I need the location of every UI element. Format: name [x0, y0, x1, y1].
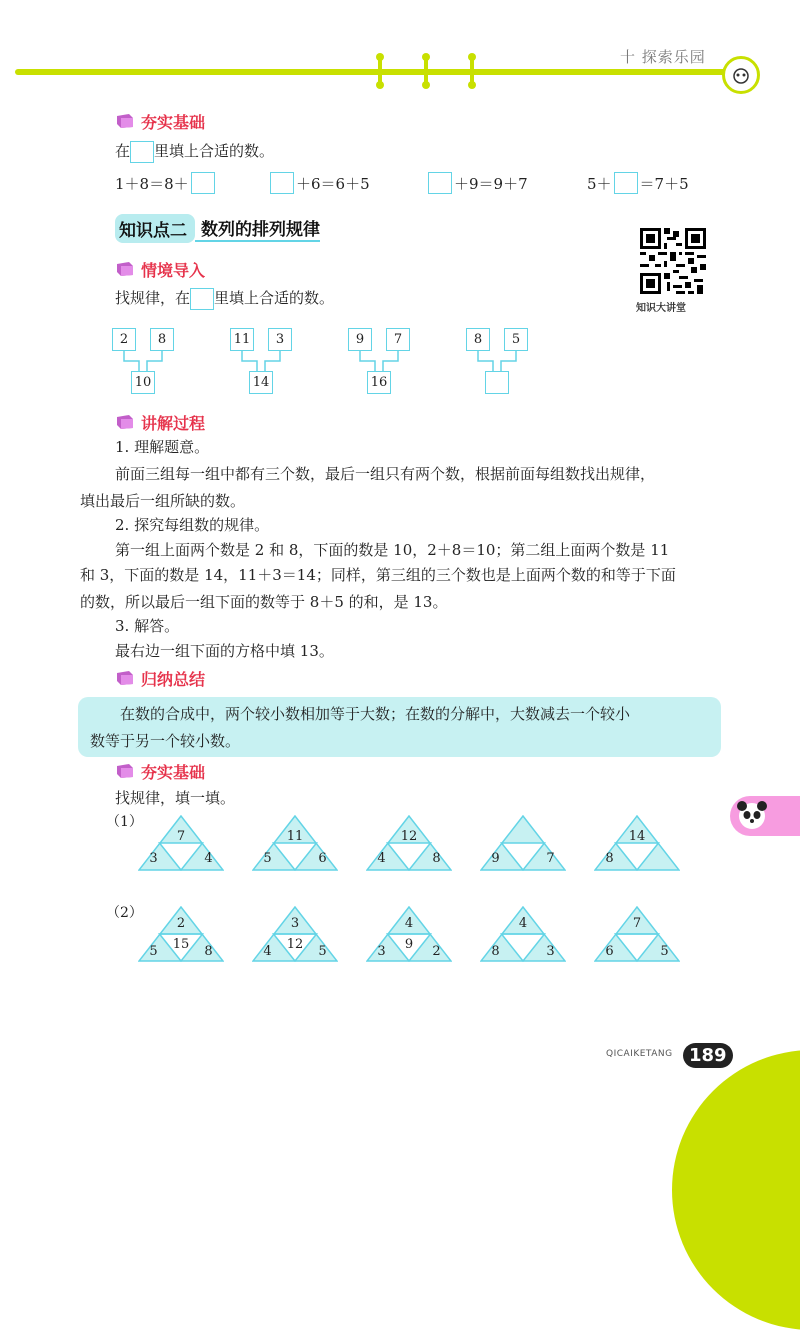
- qr-code-icon[interactable]: [640, 228, 706, 294]
- equation-text: 5＋: [587, 174, 612, 193]
- number-group: [348, 328, 418, 398]
- section-title: 夯实基础: [141, 112, 206, 132]
- triangle-number-top: 2: [176, 916, 186, 931]
- triangle-number-top: 3: [290, 916, 300, 931]
- triangle-number-left: 8: [491, 944, 500, 959]
- answer-box[interactable]: [190, 288, 214, 310]
- explain-line: 的数，所以最后一组下面的数等于 8＋5 的和，是 13。: [80, 593, 448, 611]
- triangle-number-top: 11: [286, 829, 304, 844]
- bottom-number-box: 10: [131, 371, 155, 394]
- question-label: （2）: [106, 905, 143, 921]
- equation-2: [270, 172, 370, 194]
- triangle-number-top: 12: [400, 829, 418, 844]
- bottom-number-box: 14: [249, 371, 273, 394]
- triangle-number-right: 4: [204, 851, 213, 866]
- triangle-number-left: 8: [605, 851, 614, 866]
- answer-box[interactable]: [428, 172, 452, 194]
- book-icon: [115, 763, 135, 779]
- triangle-number-left: 5: [263, 851, 272, 866]
- book-icon: [115, 261, 135, 277]
- triangle-puzzle: [366, 815, 452, 871]
- explain-line: 最右边一组下面的方格中填 13。: [115, 642, 334, 660]
- equation-text: ＋9＝9＋7: [454, 174, 528, 193]
- side-tab: [730, 796, 800, 836]
- instruction-text: 找规律，在: [115, 289, 191, 307]
- answer-box[interactable]: [485, 371, 509, 394]
- binder-pin-icon: [468, 53, 476, 89]
- triangle-number-center: 12: [286, 937, 304, 952]
- explain-line: 前面三组每一组中都有三个数，最后一组只有两个数，根据前面每组数找出规律，: [115, 465, 656, 483]
- triangle-number-left: 9: [491, 851, 500, 866]
- qr-caption: 知识大讲堂: [636, 303, 686, 314]
- instruction-text: 里填上合适的数。: [214, 289, 335, 307]
- explain-line: 3. 解答。: [115, 617, 180, 635]
- top-number-box: 11: [230, 328, 254, 351]
- summary-line: 数等于另一个较小数。: [90, 732, 241, 750]
- section-header-summary: [115, 667, 205, 689]
- triangle-number-left: 4: [377, 851, 386, 866]
- book-icon: [115, 113, 135, 129]
- summary-line: 在数的合成中，两个较小数相加等于大数；在数的分解中，大数减去一个较小: [120, 705, 631, 723]
- triangle-puzzle: [594, 815, 680, 871]
- triangle-number-left: 6: [605, 944, 614, 959]
- section-header-explain: [115, 411, 205, 433]
- triangle-number-top: 4: [404, 916, 414, 931]
- top-number-box: 2: [112, 328, 136, 351]
- equation-4: [587, 172, 689, 194]
- triangle-number-top: 7: [176, 829, 186, 844]
- number-group: [112, 328, 182, 398]
- mascot-icon: [722, 56, 760, 94]
- triangle-puzzle: [480, 906, 566, 962]
- book-icon: [115, 414, 135, 430]
- triangle-number-right: 2: [432, 944, 441, 959]
- triangle-number-right: 5: [660, 944, 669, 959]
- knowledge-point-tag: 知识点二: [115, 214, 195, 243]
- triangle-number-right: 8: [432, 851, 441, 866]
- equation-text: ＋6＝6＋5: [296, 174, 370, 193]
- top-number-box: 7: [386, 328, 410, 351]
- number-group: [230, 328, 300, 398]
- explain-line: 2. 探究每组数的规律。: [115, 516, 270, 534]
- triangle-number-center: 15: [172, 937, 190, 952]
- explain-line: 填出最后一组所缺的数。: [80, 492, 246, 510]
- section-header-practice: [115, 760, 205, 782]
- bottom-number-box: 16: [367, 371, 391, 394]
- knowledge-point-title: 数列的排列规律: [195, 215, 320, 242]
- number-group: [466, 328, 536, 398]
- explain-line: 和 3，下面的数是 14，11＋3＝14；同样，第三组的三个数也是上面两个数的和等于下面: [80, 566, 676, 584]
- footer-decoration: [672, 1050, 800, 1330]
- top-number-box: 8: [150, 328, 174, 351]
- binder-pin-icon: [376, 53, 384, 89]
- triangle-number-right: 6: [318, 851, 327, 866]
- top-number-box: 5: [504, 328, 528, 351]
- page-number: 189: [683, 1043, 733, 1068]
- explain-line: 1. 理解题意。: [115, 438, 210, 456]
- triangle-number-top: 14: [628, 829, 646, 844]
- top-number-box: 8: [466, 328, 490, 351]
- triangle-puzzle: [252, 906, 338, 962]
- equation-1: [115, 172, 215, 194]
- panda-icon: [732, 796, 772, 836]
- section-header-foundation: [115, 110, 205, 132]
- explain-line: 第一组上面两个数是 2 和 8，下面的数是 10，2＋8＝10；第二组上面两个数是 11: [115, 541, 670, 559]
- triangle-number-right: 8: [204, 944, 213, 959]
- answer-box[interactable]: [130, 141, 154, 163]
- summary-box: [78, 697, 721, 757]
- triangle-number-right: 5: [318, 944, 327, 959]
- triangle-puzzle: [480, 815, 566, 871]
- instruction-text: 里填上合适的数。: [154, 142, 275, 160]
- chapter-title: 十 探索乐园: [620, 48, 706, 66]
- triangle-puzzle: [252, 815, 338, 871]
- top-number-box: 9: [348, 328, 372, 351]
- equation-text: ＝7＋5: [639, 174, 689, 193]
- brand-label: QICAIKETANG: [606, 1049, 673, 1059]
- knowledge-point-heading: [115, 215, 320, 241]
- triangle-number-left: 3: [149, 851, 158, 866]
- equation-text: 1＋8＝8＋: [115, 174, 189, 193]
- triangle-puzzle: [594, 906, 680, 962]
- equation-3: [428, 172, 528, 194]
- binder-pin-icon: [422, 53, 430, 89]
- triangle-number-right: 7: [546, 851, 555, 866]
- triangle-number-top: 4: [518, 916, 528, 931]
- triangle-puzzle: [138, 906, 224, 962]
- question-label: （1）: [106, 814, 143, 830]
- answer-box[interactable]: [270, 172, 294, 194]
- triangle-puzzle: [138, 815, 224, 871]
- answer-box[interactable]: [614, 172, 638, 194]
- instruction: [115, 138, 274, 165]
- triangle-number-left: 4: [263, 944, 272, 959]
- section-title: 归纳总结: [141, 669, 206, 689]
- section-title: 夯实基础: [141, 762, 206, 782]
- section-header-intro: [115, 258, 205, 280]
- section-title: 讲解过程: [141, 413, 206, 433]
- triangle-number-right: 3: [546, 944, 555, 959]
- section-title: 情境导入: [141, 260, 206, 280]
- triangle-number-top: 7: [632, 916, 642, 931]
- top-number-box: 3: [268, 328, 292, 351]
- answer-box[interactable]: [191, 172, 215, 194]
- book-icon: [115, 670, 135, 686]
- triangle-number-left: 5: [149, 944, 158, 959]
- instruction: 找规律，填一填。: [115, 789, 236, 807]
- triangle-puzzle: [366, 906, 452, 962]
- instruction: [115, 285, 334, 312]
- instruction-text: 在: [115, 142, 131, 160]
- triangle-number-left: 3: [377, 944, 386, 959]
- triangle-number-center: 9: [404, 937, 414, 952]
